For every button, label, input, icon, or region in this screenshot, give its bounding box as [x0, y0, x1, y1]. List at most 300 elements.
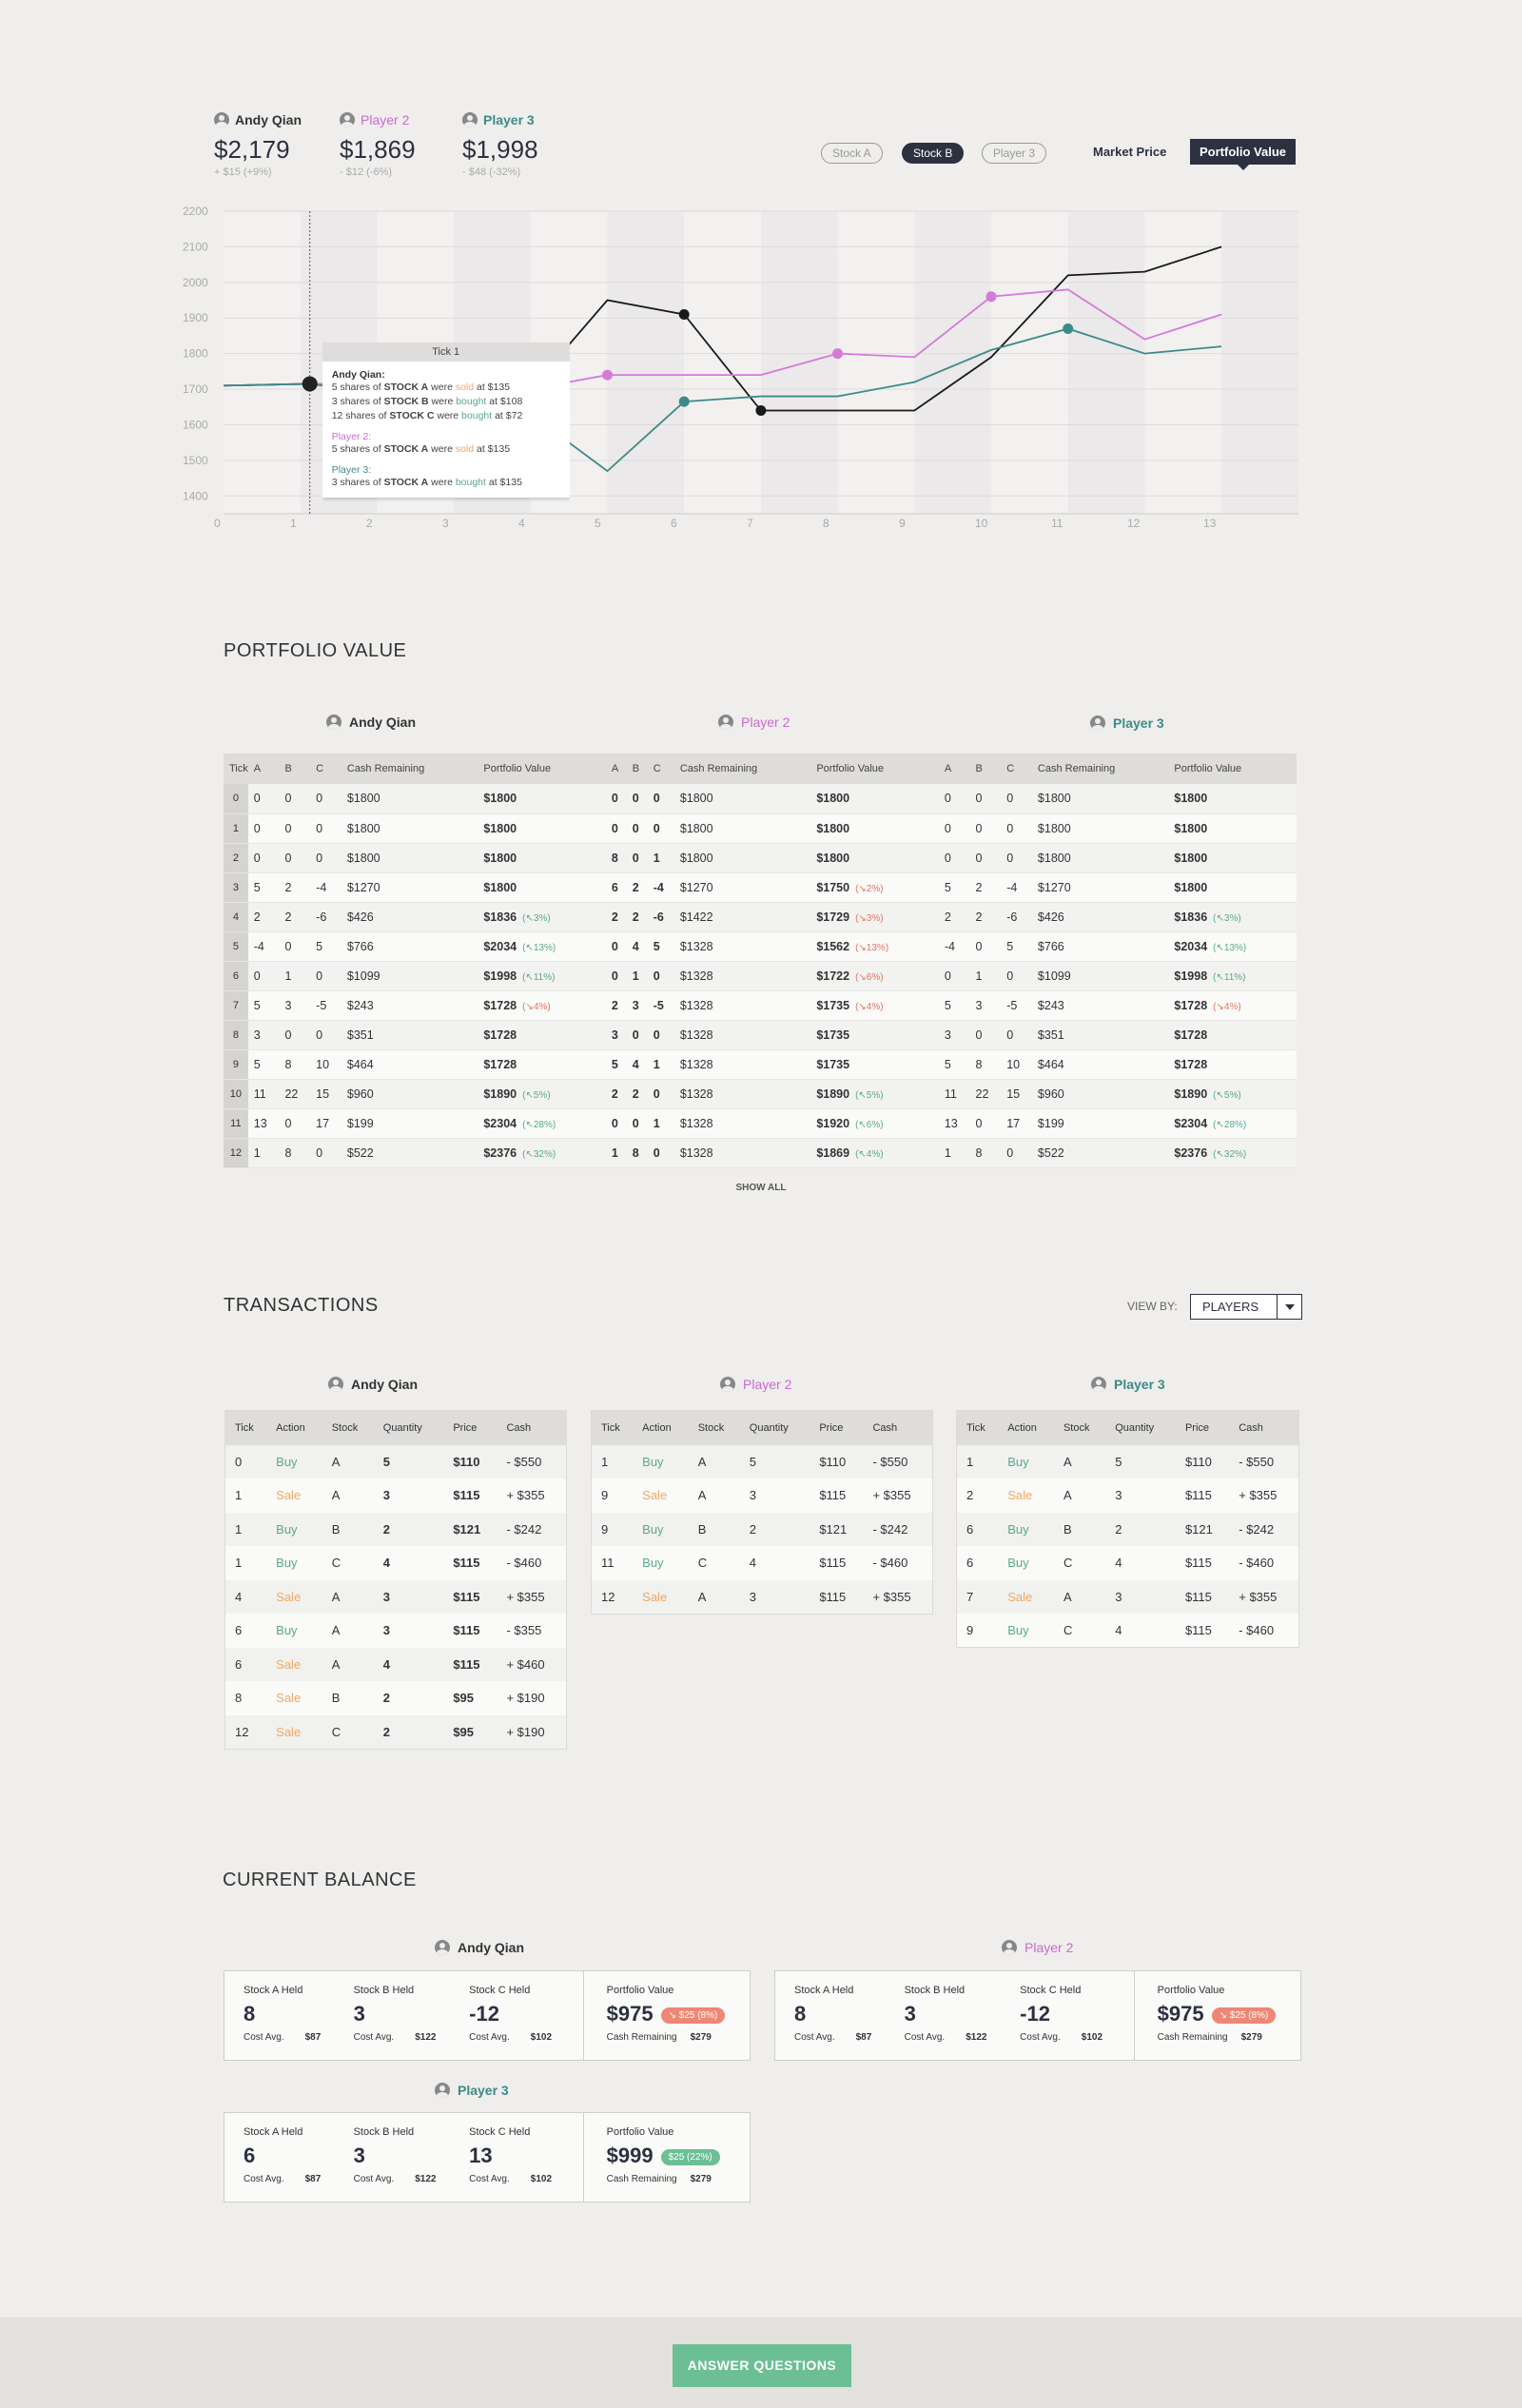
tick-cell: 2: [224, 843, 248, 872]
table-cell: 0: [279, 1108, 310, 1138]
cash-remaining-value: $279: [690, 2032, 712, 2043]
table-cell: A: [322, 1580, 374, 1615]
table-cell: -4: [248, 931, 280, 961]
chart-band: [1145, 211, 1222, 514]
table-cell: -5: [1001, 990, 1032, 1020]
table-cell: $1099: [1032, 961, 1168, 990]
table-cell: $1328: [674, 931, 810, 961]
table-row: [957, 1513, 1299, 1547]
stock-held-cell: [335, 1971, 451, 2060]
portfolio-value-cell: [810, 872, 939, 902]
table-header-cell: A: [606, 754, 627, 784]
cash-remaining-label: Cash Remaining: [1157, 2032, 1228, 2043]
tooltip-title: Tick 1: [322, 343, 570, 362]
table-cell: 3: [939, 1020, 970, 1049]
table-cell: - $550: [1229, 1445, 1298, 1479]
x-tick-label: 12: [1127, 517, 1141, 530]
portfolio-value-cell: [810, 990, 939, 1020]
table-header-cell: C: [648, 754, 674, 784]
table-row: [224, 1108, 1297, 1138]
table-cell: 3: [248, 1020, 280, 1049]
x-tick-label: 4: [518, 517, 525, 530]
table-cell: 1: [970, 961, 1002, 990]
table-cell: 1: [225, 1546, 267, 1580]
held-value: -12: [469, 2002, 499, 2026]
table-cell: $95: [443, 1681, 497, 1715]
table-cell: 2: [627, 872, 648, 902]
table-cell: 11: [592, 1546, 634, 1580]
table-cell: $110: [810, 1445, 863, 1479]
data-point: [986, 291, 997, 302]
table-cell: 0: [970, 1020, 1002, 1049]
portfolio-value-cell: [1168, 961, 1297, 990]
table-cell: 0: [279, 931, 310, 961]
table-cell: 1: [248, 1138, 280, 1167]
table-cell: Buy: [633, 1445, 689, 1479]
table-cell: 0: [648, 1138, 674, 1167]
table-header-cell: Stock: [322, 1411, 374, 1445]
table-cell: 4: [374, 1648, 444, 1682]
held-label: Stock C Held: [469, 2126, 531, 2138]
toggle-portfolio-value[interactable]: Portfolio Value: [1190, 139, 1296, 165]
tooltip-line: 12 shares of STOCK C were bought at $72: [331, 410, 523, 421]
table-cell: 13: [939, 1108, 970, 1138]
portfolio-value-cell: [478, 1079, 606, 1108]
pill-player-3[interactable]: Player 3: [982, 143, 1046, 164]
table-cell: - $242: [863, 1513, 932, 1547]
portfolio-value: $1836: [1174, 910, 1208, 924]
table-cell: Buy: [266, 1614, 322, 1648]
chart-band: [1068, 211, 1145, 514]
table-cell: 0: [970, 843, 1002, 872]
table-row: [224, 784, 1297, 813]
col-player-3: Player 3: [1090, 715, 1164, 731]
table-cell: 4: [1105, 1614, 1176, 1648]
table-cell: + $355: [863, 1580, 932, 1615]
portfolio-value-cell: [1168, 1138, 1297, 1167]
table-cell: A: [689, 1445, 740, 1479]
portfolio-value: $1728: [1174, 1057, 1208, 1071]
table-cell: 9: [592, 1478, 634, 1513]
table-cell: + $355: [1229, 1478, 1298, 1513]
table-cell: $1800: [341, 843, 478, 872]
change-indicator: (↖32%): [1213, 1148, 1247, 1160]
table-cell: 5: [939, 990, 970, 1020]
table-row: [224, 961, 1297, 990]
table-cell: $121: [443, 1513, 497, 1547]
table-cell: 9: [957, 1614, 999, 1648]
change-indicator: (↖5%): [1213, 1089, 1241, 1101]
table-cell: 0: [279, 784, 310, 813]
held-value: 13: [469, 2144, 493, 2167]
player-change: - $12 (-6%): [340, 166, 393, 178]
portfolio-value: $1562: [816, 939, 850, 953]
table-cell: 1: [648, 1049, 674, 1079]
portfolio-value-cell: [810, 961, 939, 990]
portfolio-value: $1800: [816, 821, 850, 835]
table-cell: + $355: [1229, 1580, 1298, 1615]
user-icon: [214, 112, 229, 127]
stock-held-cell: [335, 2113, 451, 2202]
table-row: [225, 1580, 567, 1615]
table-cell: 2: [627, 902, 648, 931]
table-cell: 6: [225, 1648, 267, 1682]
table-row: [592, 1580, 933, 1615]
table-cell: Buy: [266, 1513, 322, 1547]
x-tick-label: 6: [671, 517, 677, 530]
table-row: [224, 902, 1297, 931]
table-row: [225, 1445, 567, 1479]
change-indicator: (↖32%): [522, 1148, 556, 1160]
tick-cell: 4: [224, 902, 248, 931]
table-cell: 2: [374, 1681, 444, 1715]
table-cell: 9: [592, 1513, 634, 1547]
held-value: 8: [794, 2002, 807, 2026]
x-tick-label: 13: [1203, 517, 1217, 530]
table-header-cell: C: [1001, 754, 1032, 784]
cost-avg-value: $87: [304, 2174, 322, 2184]
table-cell: B: [322, 1513, 374, 1547]
portfolio-label: Portfolio Value: [1157, 1985, 1225, 1996]
portfolio-value: $1890: [816, 1087, 850, 1101]
y-tick-label: 1700: [183, 382, 208, 397]
y-tick-label: 1400: [183, 489, 208, 503]
table-cell: 5: [939, 1049, 970, 1079]
table-row: [592, 1478, 933, 1513]
change-badge: ↘ $25 (8%): [661, 2007, 726, 2024]
x-tick-label: 2: [366, 517, 373, 530]
table-cell: 0: [310, 1138, 341, 1167]
tick-cell: 12: [224, 1138, 248, 1167]
portfolio-value-cell: [478, 813, 606, 843]
table-cell: Sale: [998, 1580, 1054, 1615]
table-cell: Sale: [266, 1648, 322, 1682]
held-label: Stock C Held: [469, 1985, 531, 1996]
tick-cell: 10: [224, 1079, 248, 1108]
tooltip-line: 5 shares of STOCK A were sold at $135: [331, 443, 511, 455]
portfolio-value-cell: [1168, 784, 1297, 813]
portfolio-value: $1890: [483, 1087, 517, 1101]
pill-stock-b[interactable]: Stock B: [902, 143, 964, 164]
change-indicator: (↖11%): [522, 971, 556, 983]
portfolio-value: $1750: [816, 880, 850, 894]
table-cell: Buy: [998, 1513, 1054, 1547]
table-cell: 6: [225, 1614, 267, 1648]
table-cell: 3: [374, 1580, 444, 1615]
table-cell: 3: [374, 1478, 444, 1513]
table-row: [592, 1513, 933, 1547]
table-cell: Sale: [998, 1478, 1054, 1513]
portfolio-value-cell: [478, 1049, 606, 1079]
table-header-row: [224, 754, 1297, 784]
table-row: [224, 813, 1297, 843]
table-cell: A: [322, 1614, 374, 1648]
table-row: [224, 931, 1297, 961]
table-cell: - $460: [1229, 1614, 1298, 1648]
data-point: [679, 397, 690, 407]
answer-questions-button[interactable]: ANSWER QUESTIONS: [673, 2344, 851, 2387]
table-cell: 17: [310, 1108, 341, 1138]
table-cell: B: [689, 1513, 740, 1547]
portfolio-value: $1728: [483, 998, 517, 1012]
table-cell: $115: [1176, 1478, 1229, 1513]
data-point: [1063, 323, 1073, 334]
portfolio-value: $1728: [1174, 1028, 1208, 1042]
table-cell: 4: [740, 1546, 810, 1580]
portfolio-value-cell: [810, 1108, 939, 1138]
transactions-table-andy: [224, 1410, 567, 1750]
table-header-cell: C: [310, 754, 341, 784]
portfolio-value: $2034: [483, 939, 517, 953]
table-cell: $960: [1032, 1079, 1168, 1108]
table-cell: 0: [648, 1079, 674, 1108]
stock-held-cell: [450, 2113, 582, 2202]
table-cell: 1: [939, 1138, 970, 1167]
stock-held-cell: [886, 1971, 1002, 2060]
table-cell: 0: [606, 1108, 627, 1138]
user-icon: [435, 2083, 450, 2098]
table-cell: 1: [225, 1478, 267, 1513]
y-tick-label: 1600: [183, 418, 208, 432]
table-cell: Buy: [998, 1546, 1054, 1580]
tick-cell: 9: [224, 1049, 248, 1079]
table-cell: 0: [606, 813, 627, 843]
table-cell: Sale: [633, 1580, 689, 1615]
cost-avg-label: Cost Avg.: [353, 2032, 395, 2043]
held-value: 3: [353, 2002, 365, 2026]
x-tick-label: 5: [595, 517, 601, 530]
tick-cell: 7: [224, 990, 248, 1020]
table-cell: $1422: [674, 902, 810, 931]
table-cell: + $355: [863, 1478, 932, 1513]
portfolio-value: $1998: [1174, 969, 1208, 983]
table-cell: -4: [648, 872, 674, 902]
x-tick-label: 0: [214, 517, 221, 530]
user-icon: [328, 1377, 343, 1392]
table-cell: 0: [939, 813, 970, 843]
stock-held-cell: [224, 2113, 335, 2202]
tick-cell: 6: [224, 961, 248, 990]
table-cell: 2: [1105, 1513, 1176, 1547]
player-value: $2,179: [214, 135, 290, 164]
toggle-market-price[interactable]: Market Price: [1093, 145, 1167, 159]
cost-avg-label: Cost Avg.: [904, 2032, 946, 2043]
y-tick-label: 2200: [183, 205, 208, 218]
table-cell: 2: [374, 1715, 444, 1750]
table-cell: 1: [648, 843, 674, 872]
table-cell: 5: [1105, 1445, 1176, 1479]
table-cell: $115: [443, 1546, 497, 1580]
cost-avg-label: Cost Avg.: [469, 2174, 510, 2184]
held-value: 3: [353, 2144, 365, 2167]
table-row: [224, 990, 1297, 1020]
table-cell: 5: [248, 990, 280, 1020]
table-header-cell: Tick: [225, 1411, 267, 1445]
table-cell: 4: [627, 1049, 648, 1079]
data-point: [755, 405, 766, 416]
table-header-cell: Tick: [957, 1411, 999, 1445]
portfolio-value-cell: [1168, 931, 1297, 961]
player-summary-andy: [214, 112, 302, 178]
table-cell: 3: [1105, 1478, 1176, 1513]
table-cell: - $355: [497, 1614, 566, 1648]
cash-remaining-label: Cash Remaining: [606, 2032, 677, 2043]
table-cell: $1800: [341, 813, 478, 843]
table-header-cell: Cash Remaining: [1032, 754, 1168, 784]
table-cell: 2: [957, 1478, 999, 1513]
table-header-cell: Cash Remaining: [341, 754, 478, 784]
table-cell: 6: [606, 872, 627, 902]
portfolio-value-cell: [810, 843, 939, 872]
portfolio-value: $2376: [483, 1145, 517, 1160]
cost-avg-value: $87: [855, 2032, 872, 2043]
transactions-table-p3: [956, 1410, 1299, 1648]
x-tick-label: 7: [747, 517, 753, 530]
table-cell: 2: [248, 902, 280, 931]
table-cell: -5: [310, 990, 341, 1020]
table-cell: - $242: [497, 1513, 566, 1547]
x-tick-label: 10: [975, 517, 988, 530]
table-cell: $115: [443, 1648, 497, 1682]
y-tick-label: 2100: [183, 240, 208, 254]
table-header-row: [225, 1411, 567, 1445]
stock-held-cell: [450, 1971, 582, 2060]
table-cell: A: [689, 1478, 740, 1513]
chart-band: [1221, 211, 1298, 514]
table-cell: + $190: [497, 1715, 566, 1750]
table-cell: 10: [310, 1049, 341, 1079]
table-cell: $522: [1032, 1138, 1168, 1167]
table-cell: - $550: [863, 1445, 932, 1479]
table-cell: 2: [606, 902, 627, 931]
table-cell: $766: [341, 931, 478, 961]
player-value: $1,869: [340, 135, 416, 164]
table-header-row: [957, 1411, 1299, 1445]
table-cell: Buy: [998, 1614, 1054, 1648]
table-cell: A: [1054, 1580, 1105, 1615]
table-cell: + $460: [497, 1648, 566, 1682]
x-tick-label: 11: [1051, 517, 1063, 530]
table-row: [957, 1546, 1299, 1580]
player-value: $1,998: [462, 135, 538, 164]
y-tick-label: 1500: [183, 453, 208, 467]
change-indicator: (↘4%): [522, 1001, 551, 1012]
portfolio-value: $2304: [483, 1116, 517, 1130]
portfolio-value-cell: [478, 1108, 606, 1138]
tooltip-player: Player 2:: [331, 431, 372, 442]
table-cell: 1: [957, 1445, 999, 1479]
table-cell: Sale: [266, 1681, 322, 1715]
table-row: [592, 1445, 933, 1479]
portfolio-value: $1998: [483, 969, 517, 983]
user-icon: [720, 1377, 735, 1392]
show-all-link[interactable]: SHOW ALL: [735, 1183, 787, 1193]
table-cell: A: [322, 1478, 374, 1513]
portfolio-value-cell: [1168, 990, 1297, 1020]
table-cell: 0: [939, 784, 970, 813]
table-cell: 4: [374, 1546, 444, 1580]
table-cell: 0: [627, 1020, 648, 1049]
table-header-cell: Quantity: [374, 1411, 444, 1445]
table-cell: $115: [1176, 1580, 1229, 1615]
bal-player-3: Player 3: [435, 2083, 509, 2098]
cost-avg-label: Cost Avg.: [469, 2032, 510, 2043]
table-row: [225, 1513, 567, 1547]
table-cell: 0: [648, 961, 674, 990]
table-row: [225, 1681, 567, 1715]
held-value: 3: [904, 2002, 916, 2026]
table-cell: Buy: [633, 1546, 689, 1580]
table-cell: 15: [310, 1079, 341, 1108]
player-name: Andy Qian: [235, 112, 302, 127]
table-cell: $1800: [674, 784, 810, 813]
user-icon: [718, 715, 733, 730]
portfolio-value-cell: [1168, 872, 1297, 902]
table-cell: 5: [374, 1445, 444, 1479]
table-cell: 3: [1105, 1580, 1176, 1615]
table-cell: 6: [957, 1546, 999, 1580]
table-cell: 0: [939, 843, 970, 872]
held-label: Stock A Held: [794, 1985, 854, 1996]
table-cell: 0: [310, 843, 341, 872]
table-cell: $426: [341, 902, 478, 931]
portfolio-value-cell: [478, 872, 606, 902]
table-cell: 2: [374, 1513, 444, 1547]
table-header-cell: B: [970, 754, 1002, 784]
table-header-cell: Portfolio Value: [478, 754, 606, 784]
portfolio-value-cell: [478, 784, 606, 813]
change-indicator: (↘4%): [1213, 1001, 1241, 1012]
portfolio-value: $1836: [483, 910, 517, 924]
col-player-andy: Andy Qian: [326, 715, 416, 730]
table-header-cell: Quantity: [1105, 1411, 1176, 1445]
stock-held-cell: [775, 1971, 886, 2060]
portfolio-value-cell: [478, 843, 606, 872]
balance-card-andy: [224, 1970, 751, 2061]
data-point: [832, 348, 843, 359]
table-cell: 8: [970, 1049, 1002, 1079]
portfolio-value: $1722: [816, 969, 850, 983]
cash-remaining-value: $279: [690, 2174, 712, 2184]
table-cell: C: [322, 1715, 374, 1750]
table-header-row: [592, 1411, 933, 1445]
portfolio-value-cell: [478, 1020, 606, 1049]
table-cell: $243: [341, 990, 478, 1020]
tx-col-player-andy: Andy Qian: [328, 1377, 418, 1392]
pill-stock-a[interactable]: Stock A: [821, 143, 883, 164]
stock-held-cell: [1001, 1971, 1133, 2060]
view-by-select[interactable]: [1190, 1294, 1302, 1320]
chart-band: [991, 211, 1068, 514]
change-indicator: (↘13%): [855, 942, 889, 953]
balance-card-p2: [774, 1970, 1301, 2061]
portfolio-value: $1728: [1174, 998, 1208, 1012]
table-row: [224, 1049, 1297, 1079]
held-value: 8: [244, 2002, 256, 2026]
portfolio-value: $1800: [816, 851, 850, 865]
table-cell: $110: [1176, 1445, 1229, 1479]
table-row: [225, 1715, 567, 1750]
table-cell: 0: [279, 813, 310, 843]
table-row: [225, 1614, 567, 1648]
table-cell: $115: [1176, 1546, 1229, 1580]
table-cell: -5: [648, 990, 674, 1020]
table-cell: $960: [341, 1079, 478, 1108]
portfolio-value: $1735: [816, 998, 850, 1012]
table-cell: Sale: [266, 1580, 322, 1615]
tick-cell: 5: [224, 931, 248, 961]
table-header-cell: Action: [266, 1411, 322, 1445]
